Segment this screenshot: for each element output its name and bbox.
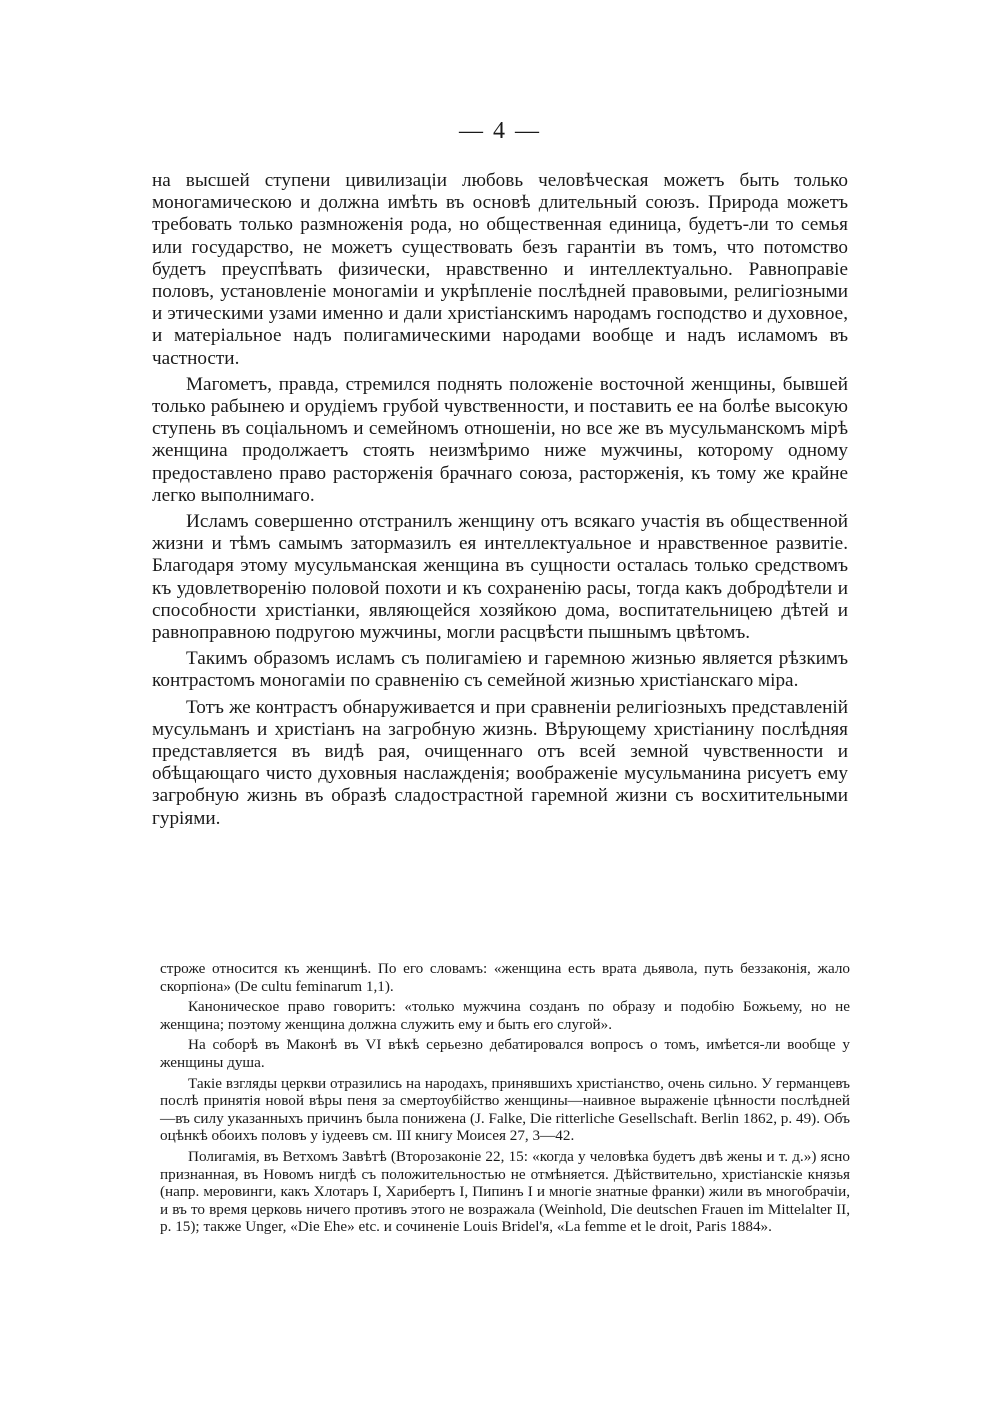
footnotes: [160, 960, 850, 1239]
paragraph: Тотъ же контрастъ обнаруживается и при сравненiи религiозныхъ представленiй мусульманъ и христiанъ на загробную жизнь. Вѣрующему христiанину послѣдняя представляется въ видѣ рая, очищеннаго отъ всей земной чувственности и обѣщающаго чисто духовныя наслажденiя; воображенiе мусульманина рисуетъ ему загробную жизнь въ образѣ сладострастной гаремной жизни съ восхитительными гурiями.: [152, 696, 848, 829]
footnote: На соборѣ въ Маконѣ въ VI вѣкѣ серьезно дебатировался вопросъ о томъ, имѣется-ли вообще у женщины душа.: [160, 1036, 850, 1071]
main-text-body: [152, 170, 848, 834]
footnote: строже относится къ женщинѣ. По его словамъ: «женщина есть врата дьявола, путь беззаконiя, жало скорпiона» (De cultu feminarum 1,1).: [160, 960, 850, 995]
paragraph: Магометъ, правда, стремился поднять положенiе восточной женщины, бывшей только рабынею и орудiемъ грубой чувственности, и поставить ее на болѣе высокую ступень въ соцiальномъ и семейномъ отношенiи, но все же въ мусульманскомъ мiрѣ женщина продолжаетъ стоять неизмѣримо ниже мужчины, которому одному предоставлено право расторженiя брачнаго союза, расторженiя, къ тому же крайне легко выполнимаго.: [152, 373, 848, 506]
paragraph: Такимъ образомъ исламъ съ полигамiею и гаремною жизнью является рѣзкимъ контрастомъ моногамiи по сравненiю съ семейной жизнью христiанскаго мiра.: [152, 648, 848, 692]
paragraph: на высшей ступени цивилизацiи любовь человѣческая можетъ быть только моногамическою и должна имѣть въ основѣ длительный союзъ. Природа можетъ требовать только размноженiя рода, но общественная единица, будетъ-ли то семья или государство, не можетъ существовать безъ гарантiи въ томъ, что потомство будетъ преуспѣвать физически, нравственно и интеллектуально. Равноправiе половъ, установленiе моногамiи и укрѣпленiе послѣдней правовыми, религiозными и этическими узами именно и дали христiанскимъ народамъ господство и духовное, и матерiальное надъ полигамическими народами вообще и надъ исламомъ въ частности.: [152, 170, 848, 369]
footnote: Такiе взгляды церкви отразились на народахъ, принявшихъ христiанство, очень сильно. У германцевъ послѣ принятiя новой вѣры пеня за смертоубiйство женщины—наивное выраженiе цѣнности послѣдней—въ силу указанныхъ причинъ была понижена (J. Falke, Die ritterliche Gesellschaft. Berlin 1862, p. 49). Объ оцѣнкѣ обоихъ половъ у iудеевъ см. III книгу Моисея 27, 3—42.: [160, 1074, 850, 1145]
page-number: — 4 —: [459, 118, 541, 144]
footnote: Каноническое право говоритъ: «только мужчина созданъ по образу и подобiю Божьему, но не женщина; поэтому женщина должна служить ему и быть его слугой».: [160, 998, 850, 1033]
footnote: Полигамiя, въ Ветхомъ Завѣтѣ (Второзаконiе 22, 15: «когда у человѣка будетъ двѣ жены и т. д.») ясно признанная, въ Новомъ нигдѣ съ положительностью не отмѣняется. Дѣйствительно, христiанскiе князья (напр. меровинги, какъ Хлотаръ I, Харибертъ I, Пипинъ I и многiе знатные франки) жили въ многобрачiи, и въ то время церковь ничего противъ этого не возражала (Weinhold, Die deutschen Frauen im Mittelalter II, p. 15); также Unger, «Die Ehe» etc. и сочиненiе Louis Bridel'я, «La femme et le droit, Paris 1884».: [160, 1147, 850, 1236]
paragraph: Исламъ совершенно отстранилъ женщину отъ всякаго участiя въ общественной жизни и тѣмъ самымъ затормазилъ ея интеллектуальное и нравственное развитiе. Благодаря этому мусульманская женщина въ сущности осталась только средствомъ къ удовлетворенiю половой похоти и къ сохраненiю расы, тогда какъ добродѣтели и способности христiанки, являющейся хозяйкою дома, воспитательницею дѣтей и равноправною подругою мужчины, могли расцвѣсти пышнымъ цвѣтомъ.: [152, 511, 848, 644]
